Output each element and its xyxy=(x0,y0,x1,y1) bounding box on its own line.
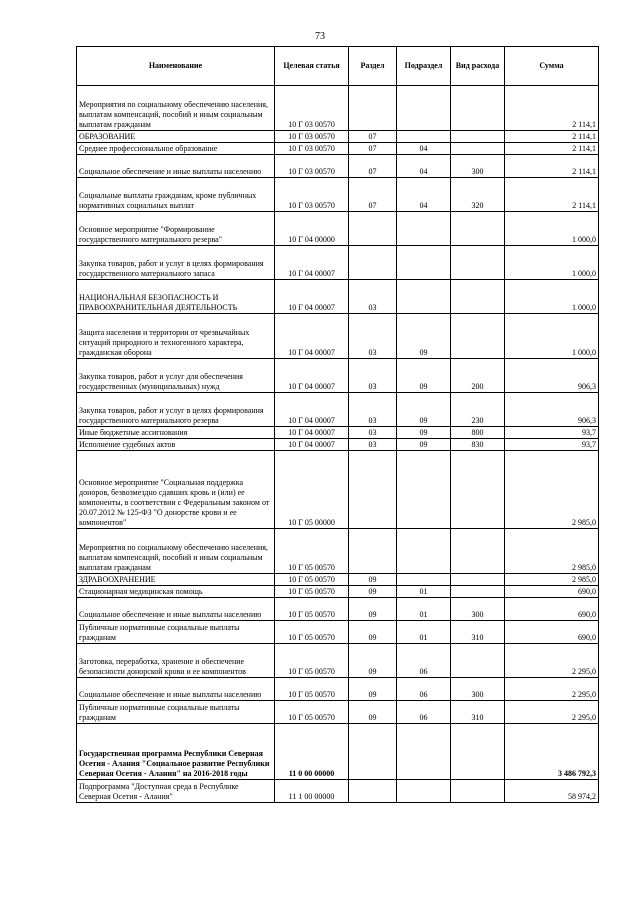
row-target: 11 1 00 00000 xyxy=(275,780,349,803)
row-type xyxy=(451,574,505,586)
row-section: 03 xyxy=(349,359,397,393)
row-sum: 906,3 xyxy=(505,359,599,393)
row-section xyxy=(349,451,397,529)
row-subsection: 04 xyxy=(397,178,451,212)
header-type: Вид расхода xyxy=(451,47,505,86)
row-sum: 2 114,1 xyxy=(505,178,599,212)
row-name: Исполнение судебных актов xyxy=(77,439,275,451)
table-row xyxy=(77,178,599,212)
row-subsection: 06 xyxy=(397,701,451,724)
row-sum: 93,7 xyxy=(505,439,599,451)
row-sum: 93,7 xyxy=(505,427,599,439)
row-name: Стационарная медицинская помощь xyxy=(77,586,275,598)
row-target: 10 Г 05 00570 xyxy=(275,644,349,678)
row-name: Социальное обеспечение и иные выплаты населению xyxy=(77,678,275,701)
row-section xyxy=(349,246,397,280)
row-type xyxy=(451,451,505,529)
row-target: 10 Г 04 00007 xyxy=(275,393,349,427)
row-name: Закупка товаров, работ и услуг для обеспечения государственных (муниципальных) нужд xyxy=(77,359,275,393)
row-type xyxy=(451,246,505,280)
row-sum: 2 114,1 xyxy=(505,131,599,143)
row-subsection xyxy=(397,780,451,803)
table-row xyxy=(77,780,599,803)
row-type xyxy=(451,586,505,598)
row-target: 10 Г 03 00570 xyxy=(275,131,349,143)
row-sum: 2 985,0 xyxy=(505,529,599,574)
row-subsection: 09 xyxy=(397,427,451,439)
row-subsection: 04 xyxy=(397,155,451,178)
row-type: 300 xyxy=(451,598,505,621)
row-type xyxy=(451,86,505,131)
row-target: 10 Г 03 00570 xyxy=(275,86,349,131)
row-target: 10 Г 04 00007 xyxy=(275,359,349,393)
row-sum: 2 985,0 xyxy=(505,574,599,586)
header-sum: Сумма xyxy=(505,47,599,86)
row-target: 10 Г 04 00007 xyxy=(275,246,349,280)
row-type: 830 xyxy=(451,439,505,451)
row-type: 310 xyxy=(451,621,505,644)
row-subsection xyxy=(397,212,451,246)
table-row xyxy=(77,314,599,359)
row-name: НАЦИОНАЛЬНАЯ БЕЗОПАСНОСТЬ И ПРАВООХРАНИТЕЛЬНАЯ ДЕЯТЕЛЬНОСТЬ xyxy=(77,280,275,314)
table-row xyxy=(77,131,599,143)
row-section: 09 xyxy=(349,598,397,621)
row-subsection xyxy=(397,246,451,280)
row-section: 07 xyxy=(349,131,397,143)
row-target: 10 Г 05 00000 xyxy=(275,451,349,529)
table-row xyxy=(77,586,599,598)
table-row xyxy=(77,393,599,427)
row-section xyxy=(349,780,397,803)
row-name: Социальные выплаты гражданам, кроме публичных нормативных социальных выплат xyxy=(77,178,275,212)
table-row xyxy=(77,724,599,780)
row-target: 10 Г 03 00570 xyxy=(275,178,349,212)
row-target: 10 Г 05 00570 xyxy=(275,678,349,701)
row-section xyxy=(349,86,397,131)
row-sum: 2 114,1 xyxy=(505,86,599,131)
row-type: 310 xyxy=(451,701,505,724)
table-row xyxy=(77,439,599,451)
row-section: 03 xyxy=(349,439,397,451)
header-name: Наименование xyxy=(77,47,275,86)
row-subsection xyxy=(397,574,451,586)
row-section xyxy=(349,529,397,574)
row-sum: 690,0 xyxy=(505,598,599,621)
row-section: 09 xyxy=(349,678,397,701)
row-target: 10 Г 04 00007 xyxy=(275,439,349,451)
row-subsection xyxy=(397,724,451,780)
row-type xyxy=(451,131,505,143)
row-section: 09 xyxy=(349,701,397,724)
row-sum: 3 486 792,3 xyxy=(505,724,599,780)
row-section: 03 xyxy=(349,314,397,359)
table-row xyxy=(77,621,599,644)
header-subsection: Подраздел xyxy=(397,47,451,86)
row-sum: 906,3 xyxy=(505,393,599,427)
table-row xyxy=(77,280,599,314)
row-name: ЗДРАВООХРАНЕНИЕ xyxy=(77,574,275,586)
row-name: Защита населения и территории от чрезвычайных ситуаций природного и техногенного характера, гражданская оборона xyxy=(77,314,275,359)
row-subsection xyxy=(397,86,451,131)
header-target: Целевая статья xyxy=(275,47,349,86)
row-name: Закупка товаров, работ и услуг в целях формирования государственного материального запаса xyxy=(77,246,275,280)
row-target: 10 Г 03 00570 xyxy=(275,143,349,155)
row-sum: 2 295,0 xyxy=(505,644,599,678)
row-section: 03 xyxy=(349,427,397,439)
row-name: Социальное обеспечение и иные выплаты населению xyxy=(77,598,275,621)
row-target: 10 Г 04 00007 xyxy=(275,280,349,314)
table-row xyxy=(77,644,599,678)
row-section: 07 xyxy=(349,178,397,212)
table-row xyxy=(77,529,599,574)
row-section: 03 xyxy=(349,280,397,314)
row-sum: 58 974,2 xyxy=(505,780,599,803)
row-type xyxy=(451,780,505,803)
row-type xyxy=(451,529,505,574)
row-name: Подпрограмма "Доступная среда в Республике Северная Осетия - Алания" xyxy=(77,780,275,803)
row-sum: 2 114,1 xyxy=(505,143,599,155)
row-subsection: 09 xyxy=(397,359,451,393)
row-name: Публичные нормативные социальные выплаты гражданам xyxy=(77,701,275,724)
row-type: 300 xyxy=(451,155,505,178)
row-section: 07 xyxy=(349,155,397,178)
table-row xyxy=(77,701,599,724)
row-type: 300 xyxy=(451,678,505,701)
row-sum: 1 000,0 xyxy=(505,212,599,246)
row-subsection xyxy=(397,529,451,574)
row-subsection xyxy=(397,451,451,529)
row-name: Заготовка, переработка, хранение и обеспечение безопасности донорской крови и ее компонентов xyxy=(77,644,275,678)
row-sum: 2 295,0 xyxy=(505,678,599,701)
row-type xyxy=(451,143,505,155)
row-subsection: 09 xyxy=(397,314,451,359)
row-name: Среднее профессиональное образование xyxy=(77,143,275,155)
row-target: 10 Г 04 00000 xyxy=(275,212,349,246)
budget-table xyxy=(76,46,599,803)
row-target: 10 Г 05 00570 xyxy=(275,621,349,644)
row-type: 320 xyxy=(451,178,505,212)
row-sum: 1 000,0 xyxy=(505,246,599,280)
row-subsection: 01 xyxy=(397,598,451,621)
row-subsection xyxy=(397,131,451,143)
row-sum: 2 985,0 xyxy=(505,451,599,529)
table-header-row xyxy=(77,47,599,86)
row-type: 200 xyxy=(451,359,505,393)
row-sum: 690,0 xyxy=(505,586,599,598)
table-row xyxy=(77,86,599,131)
row-subsection: 09 xyxy=(397,439,451,451)
row-subsection: 06 xyxy=(397,644,451,678)
table-row xyxy=(77,678,599,701)
row-subsection xyxy=(397,280,451,314)
row-sum: 2 295,0 xyxy=(505,701,599,724)
row-sum: 690,0 xyxy=(505,621,599,644)
row-subsection: 01 xyxy=(397,621,451,644)
row-sum: 2 114,1 xyxy=(505,155,599,178)
row-name: Иные бюджетные ассигнования xyxy=(77,427,275,439)
row-target: 10 Г 03 00570 xyxy=(275,155,349,178)
row-section: 09 xyxy=(349,621,397,644)
table-row xyxy=(77,359,599,393)
table-row xyxy=(77,212,599,246)
row-subsection: 04 xyxy=(397,143,451,155)
row-name: Основное мероприятие "Формирование государственного материального резерва" xyxy=(77,212,275,246)
page-number: 73 xyxy=(315,31,325,42)
table-row xyxy=(77,427,599,439)
row-name: Публичные нормативные социальные выплаты гражданам xyxy=(77,621,275,644)
row-type xyxy=(451,280,505,314)
row-name: Социальное обеспечение и иные выплаты населению xyxy=(77,155,275,178)
row-target: 10 Г 04 00007 xyxy=(275,427,349,439)
row-name: Закупка товаров, работ и услуг в целях формирования государственного материального резерва xyxy=(77,393,275,427)
row-target: 10 Г 04 00007 xyxy=(275,314,349,359)
row-type xyxy=(451,644,505,678)
header-section: Раздел xyxy=(349,47,397,86)
row-target: 10 Г 05 00570 xyxy=(275,701,349,724)
row-target: 10 Г 05 00570 xyxy=(275,574,349,586)
row-subsection: 09 xyxy=(397,393,451,427)
row-type xyxy=(451,314,505,359)
row-type: 800 xyxy=(451,427,505,439)
row-type xyxy=(451,724,505,780)
row-sum: 1 000,0 xyxy=(505,314,599,359)
row-section: 09 xyxy=(349,574,397,586)
table-row xyxy=(77,451,599,529)
table-row xyxy=(77,155,599,178)
table-row xyxy=(77,143,599,155)
row-type xyxy=(451,212,505,246)
row-subsection: 01 xyxy=(397,586,451,598)
row-sum: 1 000,0 xyxy=(505,280,599,314)
row-name: ОБРАЗОВАНИЕ xyxy=(77,131,275,143)
row-section: 07 xyxy=(349,143,397,155)
row-target: 11 0 00 00000 xyxy=(275,724,349,780)
row-target: 10 Г 05 00570 xyxy=(275,529,349,574)
row-name: Государственная программа Республики Северная Осетия - Алания "Социальное развитие Республики Северная Осетия - Алания" на 2016-2018 годы xyxy=(77,724,275,780)
row-name: Мероприятия по социальному обеспечению населения, выплатам компенсаций, пособий и иным социальным выплатам гражданам xyxy=(77,529,275,574)
row-target: 10 Г 05 00570 xyxy=(275,598,349,621)
table-row xyxy=(77,246,599,280)
row-section: 03 xyxy=(349,393,397,427)
row-section xyxy=(349,212,397,246)
row-name: Основное мероприятие "Социальная поддержка доноров, безвозмездно сдавших кровь и (или) ее компоненты, в соответствии с Федеральным законом от 20.07.2012 № 125-ФЗ "О донорстве крови и ее компонентов" xyxy=(77,451,275,529)
row-name: Мероприятия по социальному обеспечению населения, выплатам компенсаций, пособий и иным социальным выплатам гражданам xyxy=(77,86,275,131)
row-section xyxy=(349,724,397,780)
row-section: 09 xyxy=(349,586,397,598)
table-row xyxy=(77,574,599,586)
row-type: 230 xyxy=(451,393,505,427)
row-target: 10 Г 05 00570 xyxy=(275,586,349,598)
table-row xyxy=(77,598,599,621)
row-subsection: 06 xyxy=(397,678,451,701)
row-section: 09 xyxy=(349,644,397,678)
